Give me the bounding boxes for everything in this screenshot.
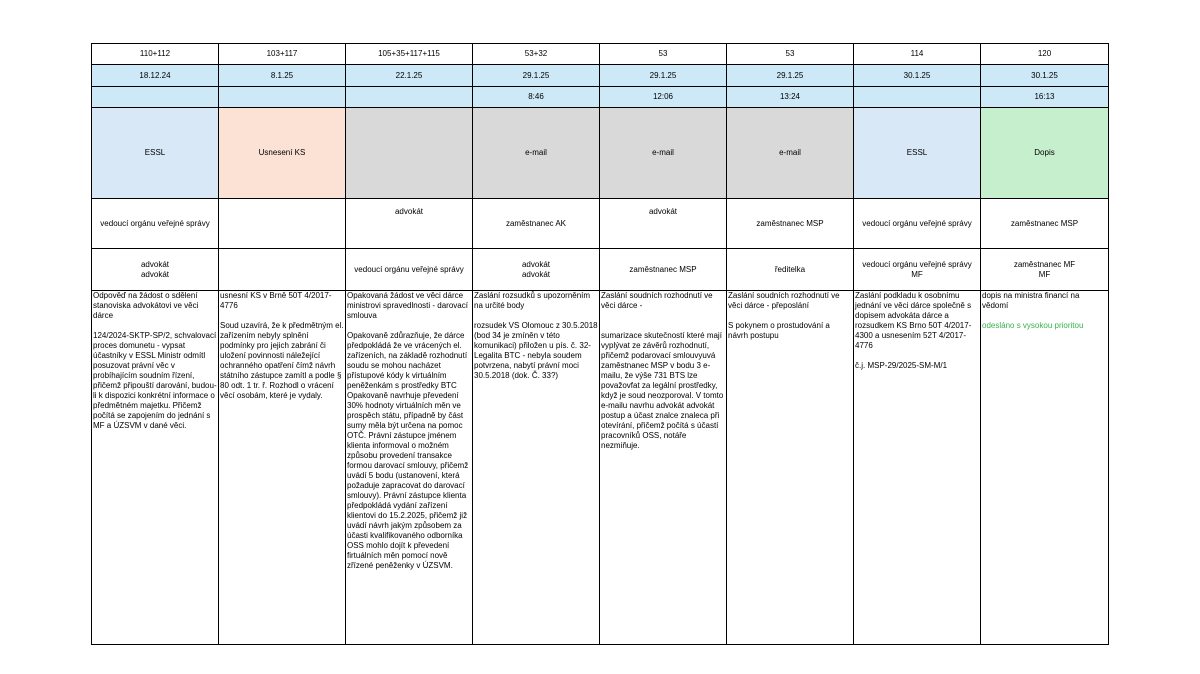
cell-time (854, 87, 981, 108)
cell-description (219, 291, 346, 645)
cell-time: 13:24 (727, 87, 854, 108)
cell-type: Dopis (981, 108, 1109, 199)
cell-date: 8.1.25 (219, 65, 346, 87)
cell-sender: vedoucí orgánu veřejné správy (854, 199, 981, 249)
description-paragraph: rozsudek VS Olomouc z 30.5.2018 (bod 34 je zmíněn v této komunikaci) přiložen u pís. č. 32- Legalita BTC - nebyla soudem potvrzena, nabytí právní moci 30.5.2018 (dok. Č. 33?) (474, 321, 598, 380)
description-paragraph: Odpověď na žádost o sdělení stanoviska advokátovi ve věci dárce (93, 291, 199, 320)
cell-date: 29.1.25 (727, 65, 854, 87)
cell-time: 12:06 (600, 87, 727, 108)
timeline-table (91, 43, 1109, 645)
cell-date: 30.1.25 (981, 65, 1109, 87)
recipient-line: advokát (140, 269, 170, 279)
cell-sender: zaměstnanec AK (473, 199, 600, 249)
cell-description (92, 291, 219, 645)
cell-description (346, 291, 473, 645)
row-recipients (92, 249, 1109, 291)
cell-type (346, 108, 473, 199)
description-paragraph: Zaslání soudních rozhodnutí ve věci dárce - přeposlání (728, 291, 840, 310)
cell-recipient (92, 249, 219, 291)
recipient-line: advokát (521, 269, 551, 279)
recipient-line: vedoucí orgánu veřejné správy (354, 264, 464, 274)
recipient-line: zaměstnanec MF (1013, 259, 1076, 269)
cell-type: ESSL (854, 108, 981, 199)
description-paragraph: Zaslání rozsudků s upozorněním na určité body (474, 291, 591, 310)
recipient-line: advokát (521, 259, 551, 269)
description-paragraph: Zaslání podkladu k osobnímu jednání ve věci dárce společně s dopisem advokáta dárce a rozsudkem KS Brno 50T 4/2017-4300 a usnesením 52T 4/2017-4776 (855, 291, 972, 350)
cell-description (727, 291, 854, 645)
cell-num: 53 (727, 44, 854, 65)
row-descriptions (92, 291, 1109, 645)
cell-type: e-mail (727, 108, 854, 199)
cell-time (92, 87, 219, 108)
recipient-line: zaměstnanec MSP (629, 264, 697, 274)
cell-sender: zaměstnanec MSP (727, 199, 854, 249)
cell-num: 103+117 (219, 44, 346, 65)
cell-description (600, 291, 727, 645)
cell-sender: zaměstnanec MSP (981, 199, 1109, 249)
cell-recipient (219, 249, 346, 291)
recipient-line: advokát (140, 259, 170, 269)
cell-sender: advokát (600, 199, 727, 249)
cell-recipient (600, 249, 727, 291)
priority-note: odesláno s vysokou prioritou (982, 321, 1084, 330)
cell-sender: advokát (346, 199, 473, 249)
cell-sender: vedoucí orgánu veřejné správy (92, 199, 219, 249)
cell-recipient (473, 249, 600, 291)
cell-time (219, 87, 346, 108)
cell-num: 105+35+117+115 (346, 44, 473, 65)
cell-description (981, 291, 1109, 645)
row-senders (92, 199, 1109, 249)
cell-date: 18.12.24 (92, 65, 219, 87)
cell-num: 110+112 (92, 44, 219, 65)
description-paragraph: Soud uzavírá, že k předmětným el. zařízením nebyly splnění podmínky pro jejich zabrání či uložení povinnosti náležející ochranného opatření čímž návrh státního zástupce zamítl a podle § 80 odt. 1 tr. ř. Rozhodl o vrácení věcí osobám, které je vydaly. (220, 321, 344, 400)
cell-type: Usnesení KS (219, 108, 346, 199)
row-dates (92, 65, 1109, 87)
cell-num: 53+32 (473, 44, 600, 65)
description-paragraph: usnesní KS v Brně 50T 4/2017-4776 (220, 291, 332, 310)
cell-date: 30.1.25 (854, 65, 981, 87)
cell-recipient (727, 249, 854, 291)
row-document-types (92, 108, 1109, 199)
description-paragraph: S pokynem o prostudování a návrh postupu (728, 321, 830, 340)
recipient-line: ředitelka (774, 264, 806, 274)
description-paragraph: 124/2024-SKTP-SP/2, schvalovací proces domunetu - vypsat účastníky v ESSL Ministr odmítl posuzovat právní věc v probíhajícím soudním řízení, přičemž připouští darování, budou-li k dispozici konkrétní informace o předmětném majetku. Přičemž počítá se zapojením do jednání s MF a ÚZSVM v dané věci. (93, 331, 217, 430)
description-paragraph: Opakovaná žádost ve věci dárce ministrovi spravedlnosti - darovací smlouva (347, 291, 468, 320)
cell-num: 120 (981, 44, 1109, 65)
cell-time: 8:46 (473, 87, 600, 108)
cell-time (346, 87, 473, 108)
cell-recipient (346, 249, 473, 291)
cell-type: e-mail (600, 108, 727, 199)
cell-num: 114 (854, 44, 981, 65)
cell-time: 16:13 (981, 87, 1109, 108)
recipient-line: MF (911, 269, 923, 279)
description-paragraph: dopis na ministra financí na vědomí (982, 291, 1080, 310)
cell-recipient (981, 249, 1109, 291)
cell-date: 29.1.25 (473, 65, 600, 87)
cell-recipient (854, 249, 981, 291)
cell-description (473, 291, 600, 645)
recipient-line: vedoucí orgánu veřejné správy (862, 259, 972, 269)
cell-num: 53 (600, 44, 727, 65)
cell-type: e-mail (473, 108, 600, 199)
cell-type: ESSL (92, 108, 219, 199)
cell-description (854, 291, 981, 645)
cell-date: 22.1.25 (346, 65, 473, 87)
description-paragraph: sumarizace skutečností které mají vyplývat ze závěrů rozhodnutí, přičemž podarovací smlouvyuvá zaměstnanec MSP v bodu 3 e-mailu, že výše 731 BTS lze považovfat za legální prostředky, když je soud neozporoval. V tomto e-mailu navrhu advokát advokát postup a účast znalce znaleca při otevírání, přičemž počítá s účastí pracovníků OSS, notáře nezmiňuje. (601, 331, 724, 450)
description-paragraph: Zaslání soudních rozhodnutí ve věci dárce - (601, 291, 713, 310)
description-paragraph: č.j. MSP-29/2025-SM-M/1 (855, 361, 948, 370)
row-document-numbers (92, 44, 1109, 65)
cell-date: 29.1.25 (600, 65, 727, 87)
recipient-line: MF (1038, 269, 1051, 279)
cell-sender (219, 199, 346, 249)
description-paragraph: Opakovaně zdůrazňuje, že dárce předpokládá že ve vrácených el. zařízeních, na základě rozhodnutí soudu se mohou nacházet přístupové kódy k virtuálním peněženkám s prostředky BTC Opakovaně navrhuje převedení 30% hodnoty virtuálních měn ve prospěch státu, případně by část sumy měla být určena na pomoc OTČ. Právní zástupce jménem klienta informoval o možném způsobu provedení transakce formou darovací smlouvy, přičemž uvádí 5 bodu (ustanovení, která požaduje zapracovat do darovací smlouvy). Právní zástupce klienta předpokládá vydání zařízení klientovi do 15.2.2025, přičemž již uvádí návrh jakým způsobem za účasti kvalifikovaného odborníka OSS mohlo dojít k převedení firtuálních měn pomocí nově zřízené peněženky v ÚZSVM. (347, 331, 469, 570)
row-times (92, 87, 1109, 108)
